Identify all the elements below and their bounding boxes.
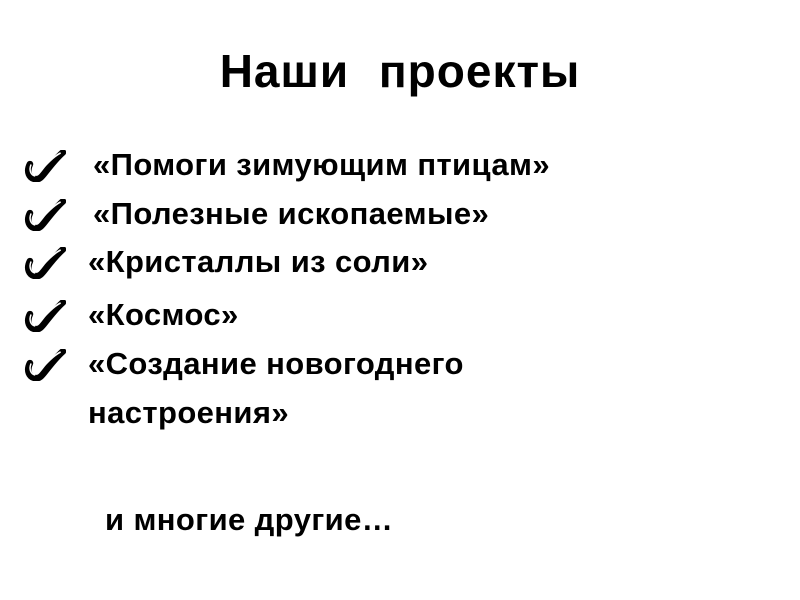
- check-icon: [24, 290, 88, 332]
- check-icon: [24, 339, 88, 381]
- list-item: [24, 237, 428, 286]
- check-icon: [24, 140, 88, 182]
- check-icon: [24, 237, 88, 279]
- page-title: Наши проекты: [219, 45, 581, 97]
- list-item: [24, 339, 518, 437]
- list-item: [24, 290, 239, 339]
- item-label: «Создание новогоднего настроения»: [88, 346, 464, 430]
- list-item: [24, 189, 489, 238]
- item-label: «Кристаллы из соли»: [88, 244, 429, 279]
- check-icon: [24, 189, 88, 231]
- list-item: [24, 140, 550, 189]
- item-label: «Космос»: [88, 297, 239, 332]
- item-label: «Помоги зимующим птицам»: [93, 147, 550, 182]
- item-label: «Полезные ископаемые»: [93, 196, 490, 231]
- footer-note: и многие другие…: [105, 502, 394, 537]
